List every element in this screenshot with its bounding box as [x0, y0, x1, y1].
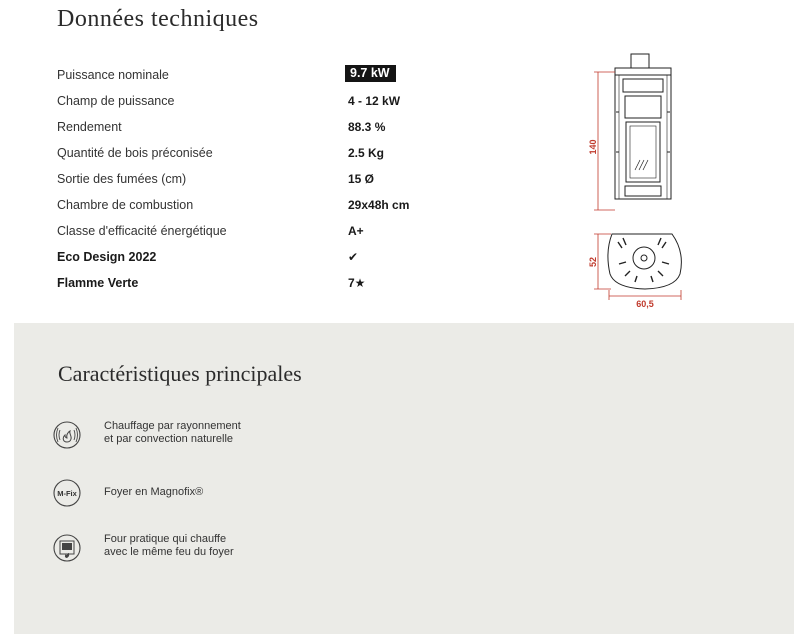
- oven-icon: [52, 533, 82, 563]
- spec-value: 15 Ø: [348, 172, 375, 186]
- features-section-title: Caractéristiques principales: [58, 361, 302, 386]
- spec-row: [57, 169, 457, 195]
- feature-line: Four pratique qui chauffe: [104, 533, 227, 545]
- depth-label: 52: [588, 256, 598, 268]
- height-label: 140: [588, 139, 598, 155]
- spec-label: Classe d'efficacité énergétique: [57, 224, 227, 238]
- spec-label: Eco Design 2022: [57, 250, 157, 264]
- feature-line: avec le même feu du foyer: [104, 546, 234, 558]
- magnofix-badge-text: M-Fix: [57, 489, 77, 498]
- feature-line: Foyer en Magnofix®: [104, 486, 204, 498]
- feature-line: et par convection naturelle: [104, 433, 234, 445]
- spec-label: Puissance nominale: [57, 68, 169, 82]
- spec-value: ✔: [348, 250, 359, 264]
- spec-row: [57, 117, 457, 143]
- spec-label: Champ de puissance: [57, 94, 175, 108]
- spec-label: Flamme Verte: [57, 276, 139, 290]
- spec-row: [57, 221, 457, 247]
- feature-line: Chauffage par rayonnement: [104, 420, 241, 432]
- radiant-heat-icon: [52, 420, 82, 450]
- specs-table: [57, 65, 457, 299]
- spec-label: Sortie des fumées (cm): [57, 172, 187, 186]
- spec-value: 88.3 %: [348, 120, 386, 134]
- spec-label: Rendement: [57, 120, 122, 134]
- spec-row: [57, 65, 457, 91]
- spec-row: [57, 273, 457, 299]
- spec-value: 29x48h cm: [348, 198, 410, 212]
- feature-text: [104, 420, 241, 446]
- tech-section-title: Données techniques: [57, 6, 259, 32]
- spec-value-highlight: 9.7 kW: [345, 65, 396, 82]
- spec-row: [57, 247, 457, 273]
- spec-row: [57, 143, 457, 169]
- spec-label: Chambre de combustion: [57, 198, 194, 212]
- spec-row: [57, 91, 457, 117]
- stove-dimension-diagram: [585, 52, 700, 312]
- spec-value: A+: [348, 224, 364, 238]
- spec-label: Quantité de bois préconisée: [57, 146, 213, 160]
- spec-value: 7★: [348, 276, 366, 290]
- feature-text: [104, 486, 203, 499]
- width-label: 60,5: [636, 299, 654, 309]
- stove-top-view: [608, 234, 681, 289]
- spec-value: 4 - 12 kW: [348, 94, 401, 108]
- spec-value: 2.5 Kg: [348, 146, 385, 160]
- stove-front-view: [615, 54, 671, 199]
- feature-text: [104, 533, 234, 559]
- magnofix-icon: [52, 478, 82, 508]
- spec-row: [57, 195, 457, 221]
